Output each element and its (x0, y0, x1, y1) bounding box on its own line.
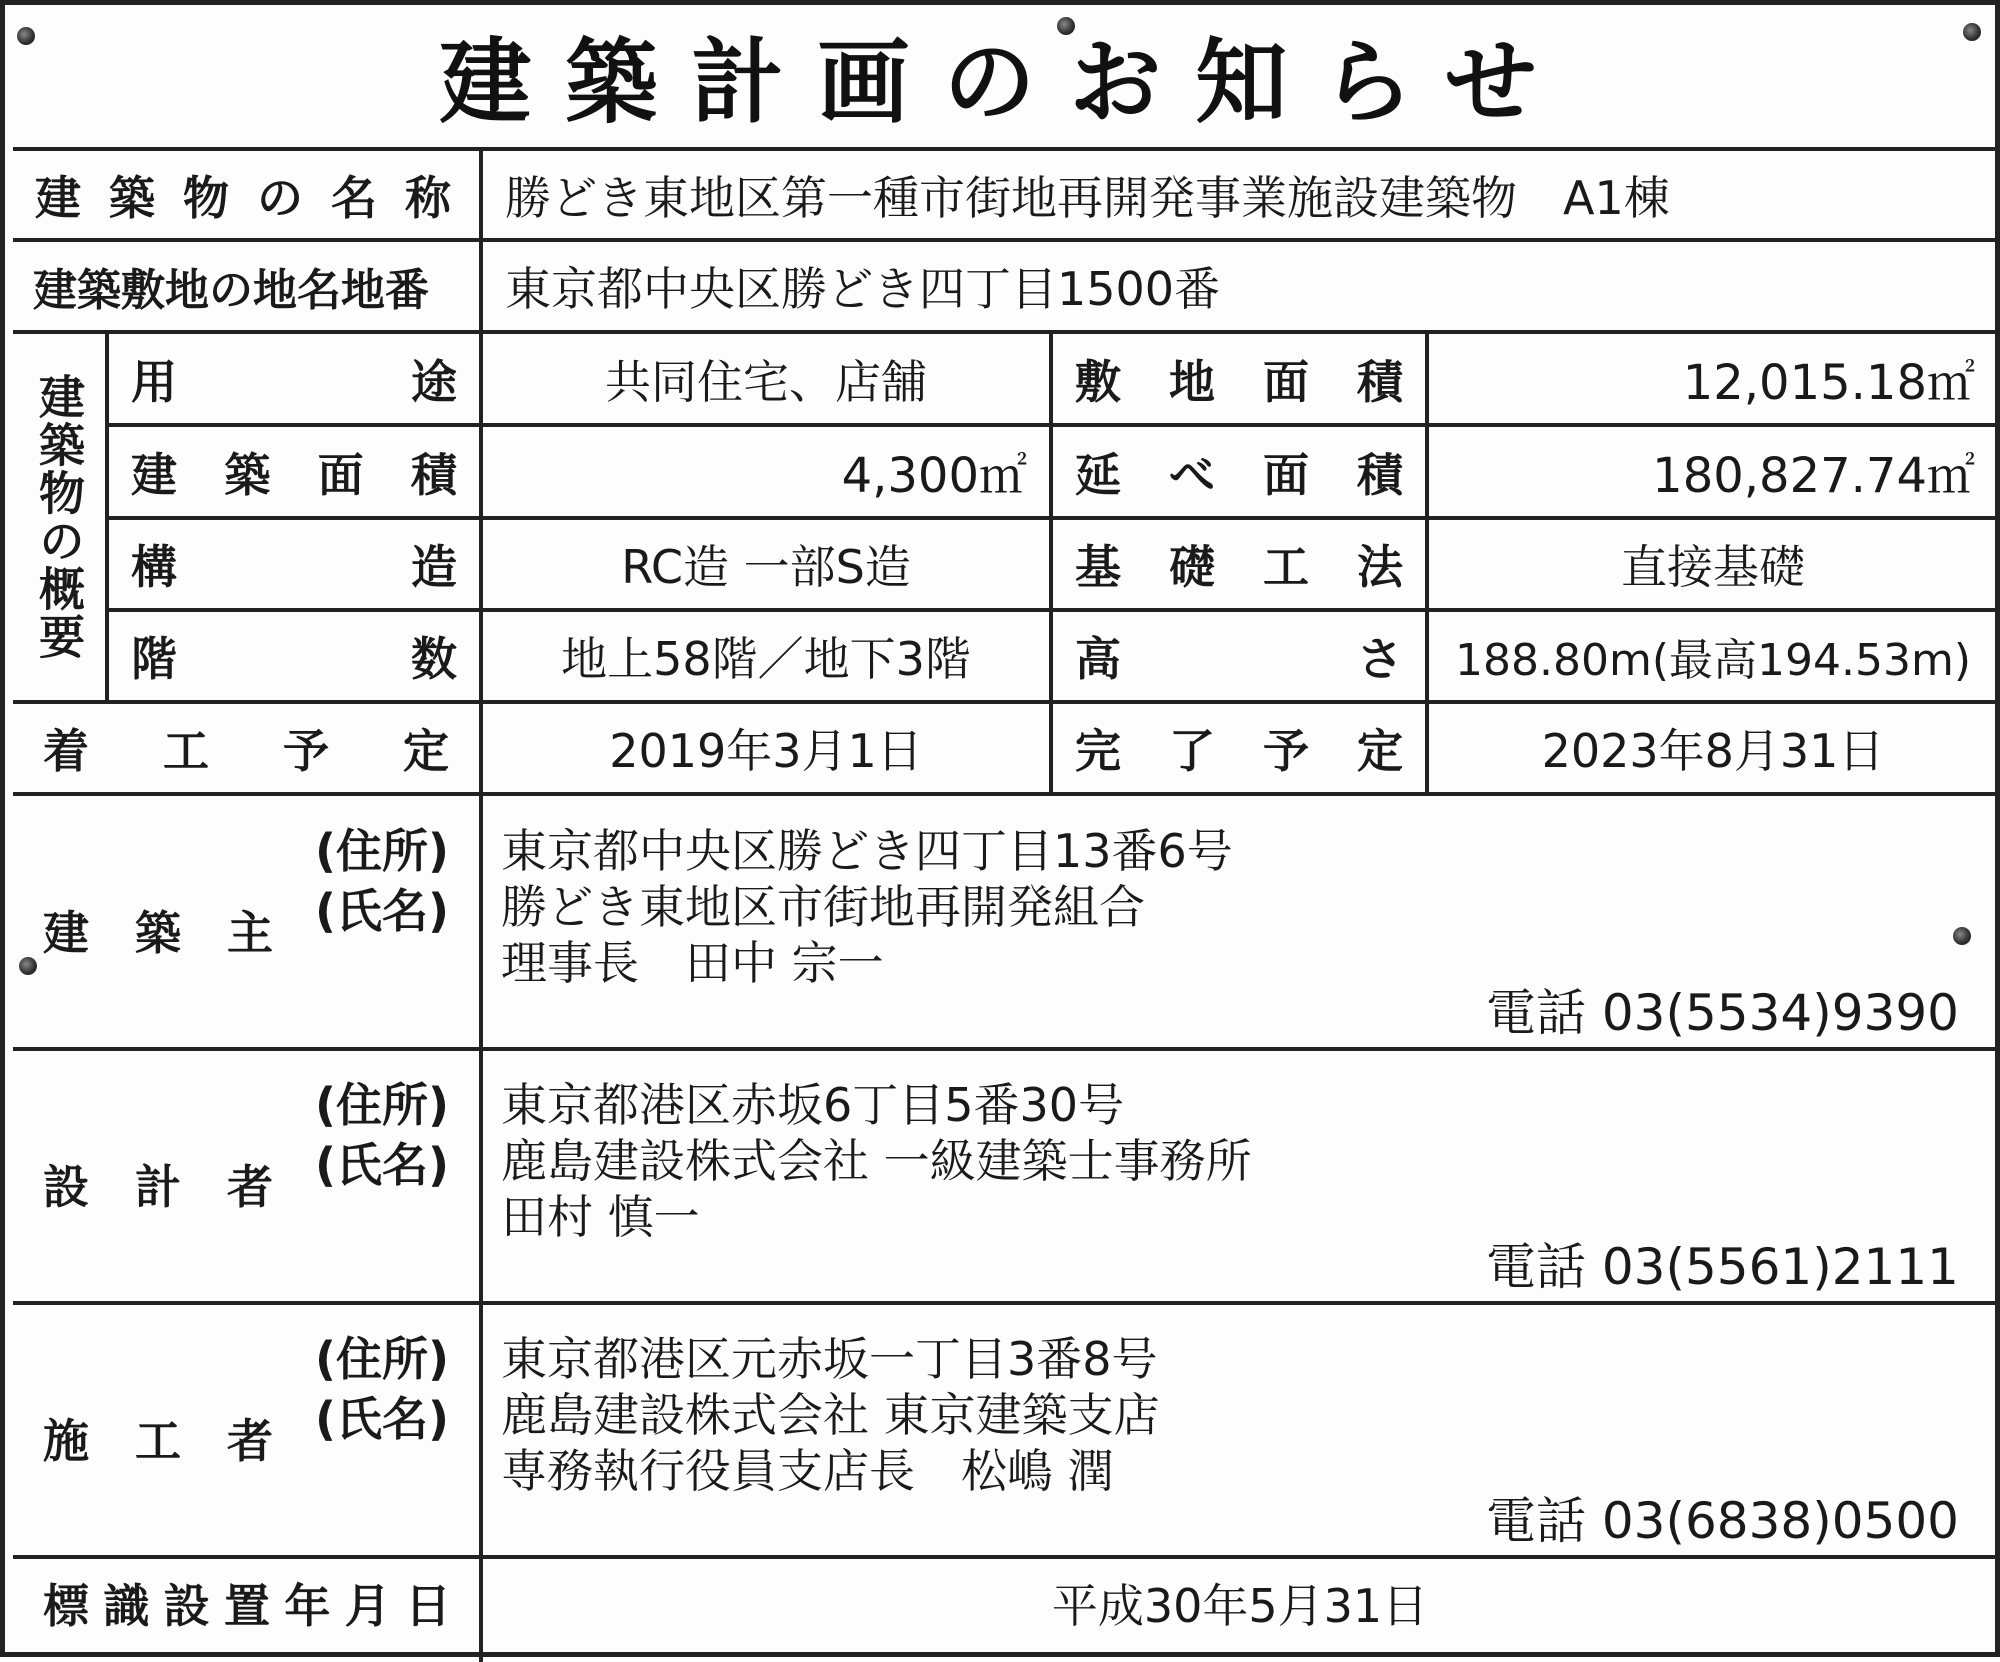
constructor-representative: 専務執行役員支店長 松嶋 潤 (501, 1444, 1114, 1498)
screw-mid-right (1953, 927, 1971, 945)
overview-value-usage: 共同住宅、店舗 (605, 354, 927, 409)
start-date-value: 2019年3月1日 (609, 724, 923, 778)
overview-value-site-area: 12,015.18㎡ (1682, 355, 1975, 411)
overview-value-building-area: 4,300㎡ (841, 448, 1027, 504)
designer-label: 設 計 者 (43, 1160, 273, 1214)
overview-label-building-area: 建 築 面 積 (131, 447, 457, 502)
designer-organization: 鹿島建設株式会社 一級建築士事務所 (501, 1134, 1252, 1188)
designer-name-tag: (氏名) (315, 1138, 450, 1192)
overview-value-floors: 地上58階／地下3階 (561, 632, 971, 686)
designer-phone: 電話 03(5561)2111 (1485, 1238, 1959, 1296)
overview-label-structure: 構 造 (131, 540, 457, 594)
end-date-label: 完 了 予 定 (1075, 724, 1403, 778)
screw-mid-left (19, 957, 37, 975)
overview-label-usage: 用 途 (131, 354, 457, 409)
rule (13, 1301, 1997, 1305)
designer-address-tag: (住所) (315, 1078, 450, 1132)
building-name-label: 建 築 物 の 名 称 (35, 170, 451, 225)
overview-label-total-floor-area: 延 べ 面 積 (1075, 447, 1403, 502)
owner-label: 建 築 主 (43, 906, 273, 960)
overview-value-height: 188.80m(最高194.53m) (1455, 635, 1971, 686)
owner-phone: 電話 03(5534)9390 (1485, 984, 1959, 1042)
overview-label-foundation: 基 礎 工 法 (1075, 540, 1403, 594)
constructor-name-tag: (氏名) (315, 1392, 450, 1446)
overview-value-foundation: 直接基礎 (1621, 540, 1805, 594)
constructor-address-tag: (住所) (315, 1332, 450, 1386)
designer-address: 東京都港区赤坂6丁目5番30号 (501, 1078, 1125, 1132)
constructor-phone: 電話 03(6838)0500 (1485, 1492, 1959, 1550)
constructor-address: 東京都港区元赤坂一丁目3番8号 (501, 1332, 1158, 1386)
constructor-organization: 鹿島建設株式会社 東京建築支店 (501, 1388, 1160, 1442)
start-date-label: 着 工 予 定 (43, 724, 449, 778)
overview-value-total-floor-area: 180,827.74㎡ (1652, 448, 1975, 504)
overview-value-structure: RC造 一部S造 (621, 540, 911, 594)
overview-label-floors: 階 数 (131, 632, 457, 686)
owner-name-tag: (氏名) (315, 884, 450, 938)
building-name-value: 勝どき東地区第一種市街地再開発事業施設建築物 A1棟 (505, 170, 1670, 225)
owner-address: 東京都中央区勝どき四丁目13番6号 (501, 824, 1233, 878)
sign-date-label: 標 識 設 置 年 月 日 (43, 1579, 451, 1633)
rule (13, 792, 1997, 796)
rule (13, 1047, 1997, 1051)
end-date-value: 2023年8月31日 (1541, 724, 1885, 778)
site-address-value: 東京都中央区勝どき四丁目1500番 (505, 262, 1221, 316)
owner-organization: 勝どき東地区市街地再開発組合 (501, 880, 1145, 934)
overview-group-label: 建築物の概要 (32, 373, 86, 661)
notice-title: 建築計画のお知らせ (439, 29, 1571, 136)
constructor-label: 施 工 者 (43, 1414, 273, 1468)
owner-representative: 理事長 田中 宗一 (501, 936, 884, 990)
owner-address-tag: (住所) (315, 824, 450, 878)
sign-date-value: 平成30年5月31日 (1051, 1579, 1429, 1633)
overview-label-site-area: 敷 地 面 積 (1075, 354, 1403, 409)
overview-label-height: 高 さ (1075, 632, 1403, 686)
designer-representative: 田村 慎一 (501, 1190, 700, 1244)
site-address-label: 建築敷地の地名地番 (33, 265, 429, 316)
